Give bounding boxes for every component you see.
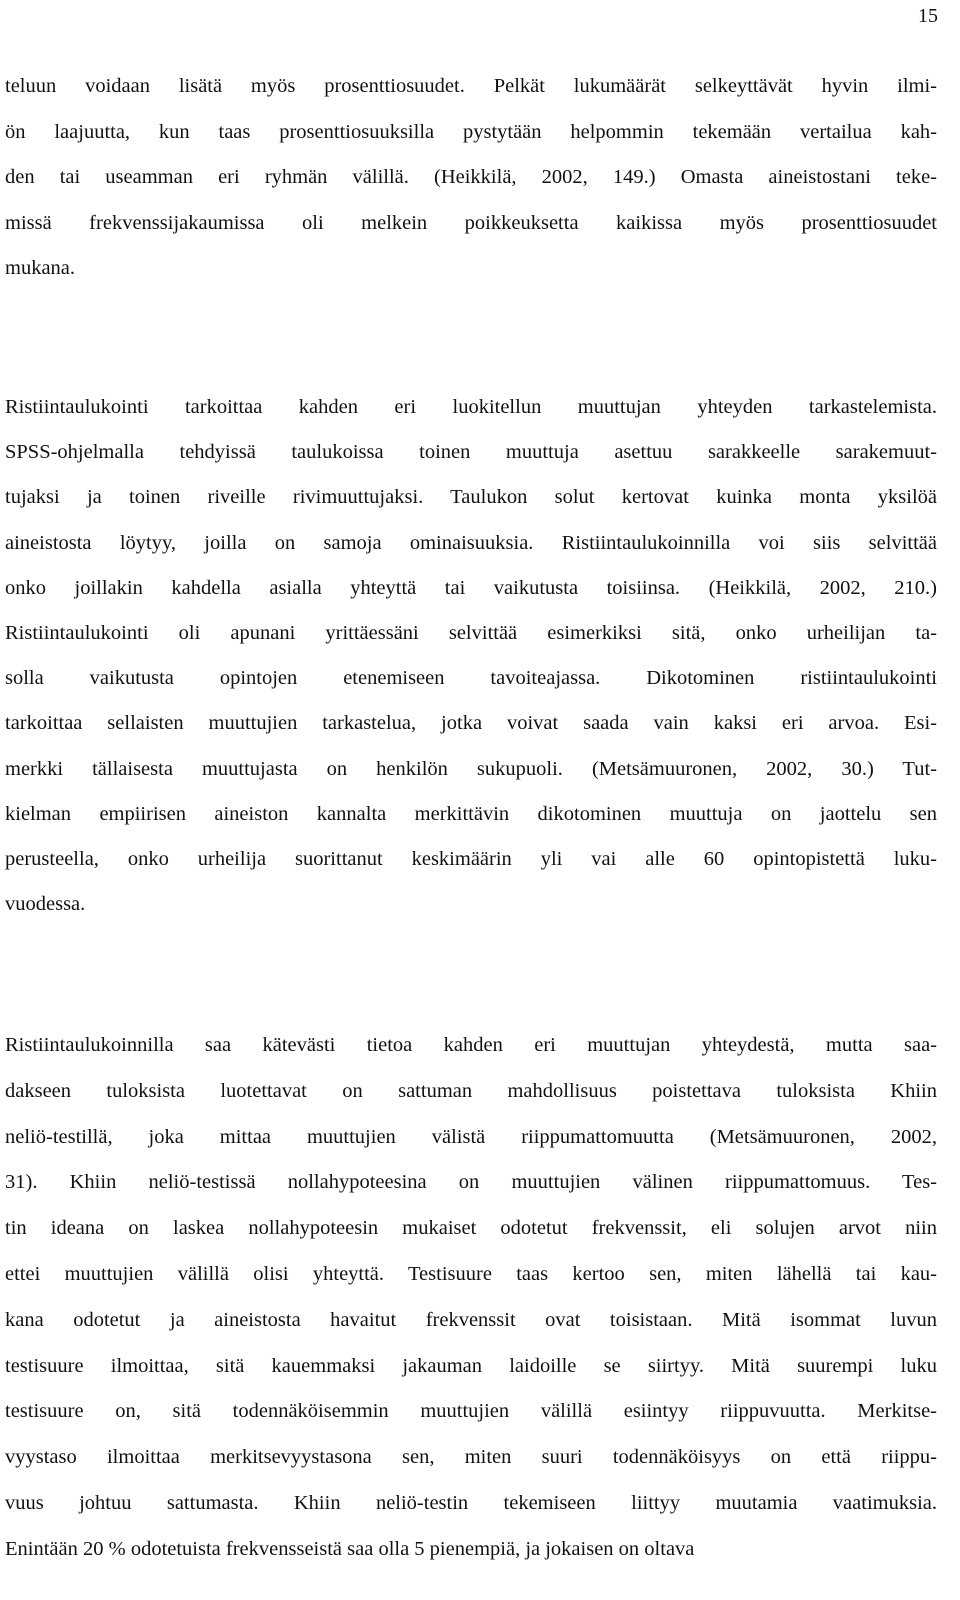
text-line: tarkoittaa sellaisten muuttujien tarkastelua, jotka voivat saada vain kaksi eri arvoa. Esi- [5, 712, 937, 735]
text-line: tujaksi ja toinen riveille rivimuuttujaksi. Taulukon solut kertovat kuinka monta yksilöä [5, 486, 937, 509]
text-line: vuus johtuu sattumasta. Khiin neliö-testin tekemiseen liittyy muutamia vaatimuksia. [5, 1492, 937, 1514]
text-line: aineistosta löytyy, joilla on samoja ominaisuuksia. Ristiintaulukoinnilla voi siis selvittää [5, 531, 937, 554]
text-line: solla vaikutusta opintojen etenemiseen tavoiteajassa. Dikotominen ristiintaulukointi [5, 667, 937, 690]
text-line: vyystaso ilmoittaa merkitsevyystasona sen, miten suuri todennäköisyys on että riippu- [5, 1446, 937, 1469]
text-line: neliö-testillä, joka mittaa muuttujien välistä riippumattomuutta (Metsämuuronen, 2002, [5, 1125, 937, 1148]
text-line: teluun voidaan lisätä myös prosenttiosuudet. Pelkät lukumäärät selkeyttävät hyvin ilmi- [5, 75, 937, 97]
text-line: missä frekvenssijakaumissa oli melkein poikkeuksetta kaikissa myös prosenttiosuudet [5, 211, 937, 234]
text-line: ettei muuttujien välillä olisi yhteyttä. Testisuure taas kertoo sen, miten lähellä tai kau- [5, 1263, 937, 1285]
text-line: ön laajuutta, kun taas prosenttiosuuksilla pystytään helpommin tekemään vertailua kah- [5, 120, 937, 143]
text-line: dakseen tuloksista luotettavat on sattuman mahdollisuus poistettava tuloksista Khiin [5, 1079, 937, 1102]
text-line: Ristiintaulukointi oli apunani yrittäessäni selvittää esimerkiksi sitä, onko urheilijan ta- [5, 622, 937, 644]
text-line: den tai useamman eri ryhmän välillä. (Heikkilä, 2002, 149.) Omasta aineistostani teke- [5, 166, 937, 188]
text-line: tin ideana on laskea nollahypoteesin mukaiset odotetut frekvenssit, eli solujen arvot niin [5, 1217, 937, 1240]
text-line: SPSS-ohjelmalla tehdyissä taulukoissa toinen muuttuja asettuu sarakkeelle sarakemuut- [5, 441, 937, 464]
text-line: vuodessa. [5, 893, 86, 916]
text-line: mukana. [5, 257, 76, 279]
text-line: onko joillakin kahdella asialla yhteyttä tai vaikutusta toisiinsa. (Heikkilä, 2002, 210.) [5, 576, 937, 599]
text-line: kana odotetut ja aineistosta havaitut frekvenssit ovat toisistaan. Mitä isommat luvun [5, 1308, 937, 1331]
text-line: testisuure on, sitä todennäköisemmin muuttujien välillä esiintyy riippuvuutta. Merkitse- [5, 1400, 937, 1423]
text-line: Ristiintaulukointi tarkoittaa kahden eri luokitellun muuttujan yhteyden tarkastelemista. [5, 396, 937, 418]
text-line: merkki tällaisesta muuttujasta on henkilön sukupuoli. (Metsämuuronen, 2002, 30.) Tut- [5, 757, 937, 780]
text-line: Enintään 20 % odotetuista frekvensseistä saa olla 5 pienempiä, ja jokaisen on oltava [5, 1537, 695, 1560]
page-number: 15 [918, 5, 938, 27]
text-line: 31). Khiin neliö-testissä nollahypoteesina on muuttujien välinen riippumattomuus. Tes- [5, 1171, 937, 1194]
text-line: testisuure ilmoittaa, sitä kauemmaksi jakauman laidoille se siirtyy. Mitä suurempi luku [5, 1354, 937, 1377]
text-line: kielman empiirisen aineiston kannalta merkittävin dikotominen muuttuja on jaottelu sen [5, 802, 937, 825]
text-line: perusteella, onko urheilija suorittanut keskimäärin yli vai alle 60 opintopistettä luku- [5, 848, 937, 870]
text-line: Ristiintaulukoinnilla saa kätevästi tietoa kahden eri muuttujan yhteydestä, mutta saa- [5, 1034, 937, 1056]
